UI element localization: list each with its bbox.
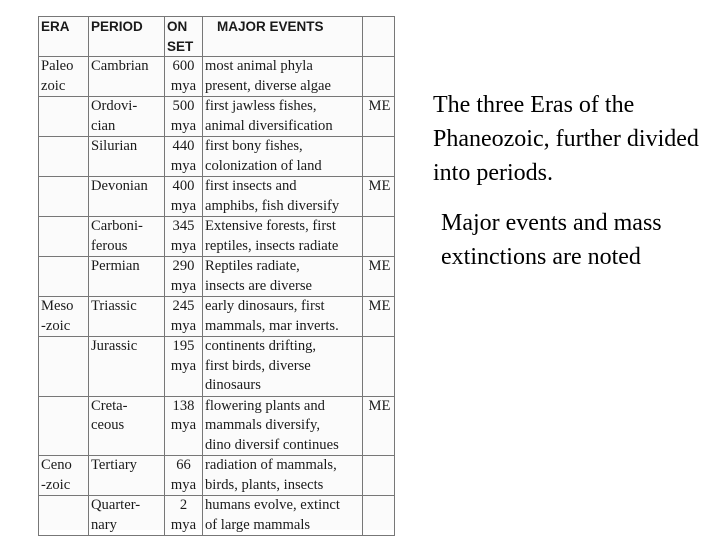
period-cell	[89, 496, 165, 536]
events-cell-line: Reptiles radiate,	[205, 258, 300, 274]
onset-cell-line: mya	[170, 357, 197, 374]
table-body	[39, 57, 395, 536]
events-cell	[203, 297, 363, 337]
events-cell-line: early dinosaurs, first	[205, 298, 325, 314]
events-cell-line: reptiles, insects radiate	[205, 237, 339, 254]
onset-cell-line: 500	[172, 98, 195, 114]
period-cell	[89, 456, 165, 496]
onset-cell	[165, 456, 203, 496]
mass-extinction-cell: ME	[363, 396, 395, 456]
period-cell-line: Creta-	[91, 397, 128, 414]
onset-cell-line: 245	[172, 298, 195, 314]
events-cell	[203, 137, 363, 177]
period-cell-line: Cambrian	[91, 58, 149, 74]
events-cell-line: most animal phyla	[205, 58, 313, 74]
mass-extinction-cell	[363, 337, 395, 397]
onset-cell-line: mya	[170, 317, 197, 334]
events-cell	[203, 337, 363, 397]
events-cell	[203, 217, 363, 257]
events-cell	[203, 456, 363, 496]
period-cell-line: Permian	[91, 258, 140, 274]
era-cell-line: -zoic	[41, 317, 71, 334]
onset-cell	[165, 257, 203, 297]
onset-cell-line: mya	[170, 277, 197, 294]
events-cell	[203, 57, 363, 97]
header-onset-line-1: ON	[167, 19, 188, 34]
header-me	[363, 17, 395, 57]
era-cell	[39, 137, 89, 177]
onset-cell	[165, 137, 203, 177]
onset-cell-line: 290	[172, 258, 195, 274]
events-cell-line: radiation of mammals,	[205, 457, 337, 473]
table-row	[39, 297, 395, 337]
period-cell-line: Silurian	[91, 138, 138, 154]
events-cell-line: mammals, mar inverts.	[205, 317, 339, 334]
period-cell	[89, 57, 165, 97]
onset-cell-line: mya	[170, 197, 197, 214]
events-cell-line: colonization of land	[205, 157, 322, 174]
era-cell-line: Meso	[41, 298, 74, 314]
onset-cell	[165, 97, 203, 137]
geologic-time-table	[38, 16, 395, 536]
onset-cell-line: mya	[170, 516, 197, 533]
onset-cell-line: mya	[170, 417, 197, 433]
events-cell-line: birds, plants, insects	[205, 476, 324, 493]
table-row	[39, 337, 395, 397]
onset-cell-line: mya	[170, 77, 197, 94]
mass-extinction-cell: ME	[363, 177, 395, 217]
onset-cell-line: 440	[172, 138, 195, 154]
table-row	[39, 456, 395, 496]
era-cell	[39, 496, 89, 536]
onset-cell-line: 600	[172, 58, 195, 74]
note-paragraph-eras: The three Eras of the Phaneozoic, further divided into periods.	[433, 92, 699, 186]
onset-cell-line: mya	[170, 237, 197, 254]
events-cell	[203, 257, 363, 297]
period-cell	[89, 337, 165, 397]
table-row	[39, 177, 395, 217]
period-cell-line: ceous	[91, 417, 125, 433]
header-era: ERA	[39, 17, 89, 57]
mass-extinction-cell	[363, 456, 395, 496]
onset-cell-line: 138	[172, 397, 195, 414]
onset-cell	[165, 177, 203, 217]
era-cell-line: zoic	[41, 77, 66, 94]
mass-extinction-cell: ME	[363, 297, 395, 337]
era-cell	[39, 297, 89, 337]
onset-cell	[165, 396, 203, 456]
events-cell-line: first bony fishes,	[205, 138, 303, 154]
mass-extinction-cell: ME	[363, 97, 395, 137]
period-cell-line: Tertiary	[91, 457, 137, 473]
era-cell	[39, 217, 89, 257]
onset-cell-line: 195	[172, 338, 195, 354]
onset-cell-line: 345	[172, 218, 195, 234]
onset-cell	[165, 217, 203, 257]
period-cell	[89, 177, 165, 217]
onset-cell-line: mya	[170, 157, 197, 174]
events-cell	[203, 177, 363, 217]
period-cell-line: Triassic	[91, 298, 137, 314]
events-cell-line: insects are diverse	[205, 277, 312, 294]
period-cell	[89, 97, 165, 137]
header-onset-line-2: SET	[167, 38, 194, 54]
events-cell-line: first insects and	[205, 178, 297, 194]
events-cell-line: dino diversif continues	[205, 436, 339, 453]
table-row	[39, 396, 395, 456]
header-period: PERIOD	[89, 17, 165, 57]
onset-cell-line: 2	[179, 497, 188, 513]
table-header-row	[39, 17, 395, 57]
onset-cell-line: 400	[172, 178, 195, 194]
table-row	[39, 257, 395, 297]
table-row	[39, 137, 395, 177]
header-onset	[165, 17, 203, 57]
events-cell-line: present, diverse algae	[205, 77, 332, 94]
events-cell-line: dinosaurs	[205, 377, 261, 393]
mass-extinction-cell	[363, 137, 395, 177]
era-cell	[39, 97, 89, 137]
events-cell-line: mammals diversify,	[205, 417, 320, 433]
events-cell	[203, 97, 363, 137]
onset-cell	[165, 337, 203, 397]
table-row	[39, 217, 395, 257]
period-cell-line: Ordovi-	[91, 98, 138, 114]
period-cell-line: Devonian	[91, 178, 148, 194]
events-cell-line: first birds, diverse	[205, 357, 311, 374]
onset-cell-line: mya	[170, 476, 197, 493]
events-cell	[203, 496, 363, 536]
period-cell	[89, 257, 165, 297]
period-cell-line: Carboni-	[91, 218, 143, 234]
mass-extinction-cell	[363, 217, 395, 257]
mass-extinction-cell	[363, 496, 395, 536]
period-cell-line: nary	[91, 516, 117, 533]
period-cell	[89, 297, 165, 337]
mass-extinction-cell	[363, 57, 395, 97]
period-cell-line: cian	[91, 117, 116, 134]
onset-cell-line: 66	[176, 457, 191, 473]
era-cell-line: Ceno	[41, 457, 72, 473]
era-cell	[39, 396, 89, 456]
era-cell-line: -zoic	[41, 476, 71, 493]
events-cell-line: humans evolve, extinct	[205, 497, 340, 513]
era-cell	[39, 456, 89, 496]
period-cell-line: Quarter-	[91, 497, 141, 513]
table-row	[39, 57, 395, 97]
period-cell-line: Jurassic	[91, 338, 138, 354]
table-row	[39, 496, 395, 536]
period-cell	[89, 217, 165, 257]
geologic-time-table-image	[38, 16, 394, 533]
table-row	[39, 97, 395, 137]
onset-cell-line: mya	[170, 117, 197, 134]
onset-cell	[165, 297, 203, 337]
period-cell	[89, 137, 165, 177]
events-cell-line: first jawless fishes,	[205, 98, 317, 114]
mass-extinction-cell: ME	[363, 257, 395, 297]
era-cell	[39, 57, 89, 97]
events-cell-line: flowering plants and	[205, 397, 325, 414]
events-cell-line: animal diversification	[205, 117, 333, 134]
events-cell-line: of large mammals	[205, 516, 311, 533]
era-cell	[39, 257, 89, 297]
period-cell-line: ferous	[91, 237, 128, 254]
events-cell	[203, 396, 363, 456]
period-cell	[89, 396, 165, 456]
events-cell-line: continents drifting,	[205, 338, 317, 354]
notes-text	[433, 88, 703, 290]
era-cell	[39, 337, 89, 397]
onset-cell	[165, 57, 203, 97]
onset-cell	[165, 496, 203, 536]
era-cell-line: Paleo	[41, 58, 74, 74]
note-paragraph-events: Major events and mass extinctions are noted	[441, 210, 662, 270]
events-cell-line: amphibs, fish diversify	[205, 197, 340, 214]
events-cell-line: Extensive forests, first	[205, 218, 336, 234]
era-cell	[39, 177, 89, 217]
header-events: MAJOR EVENTS	[203, 17, 363, 57]
